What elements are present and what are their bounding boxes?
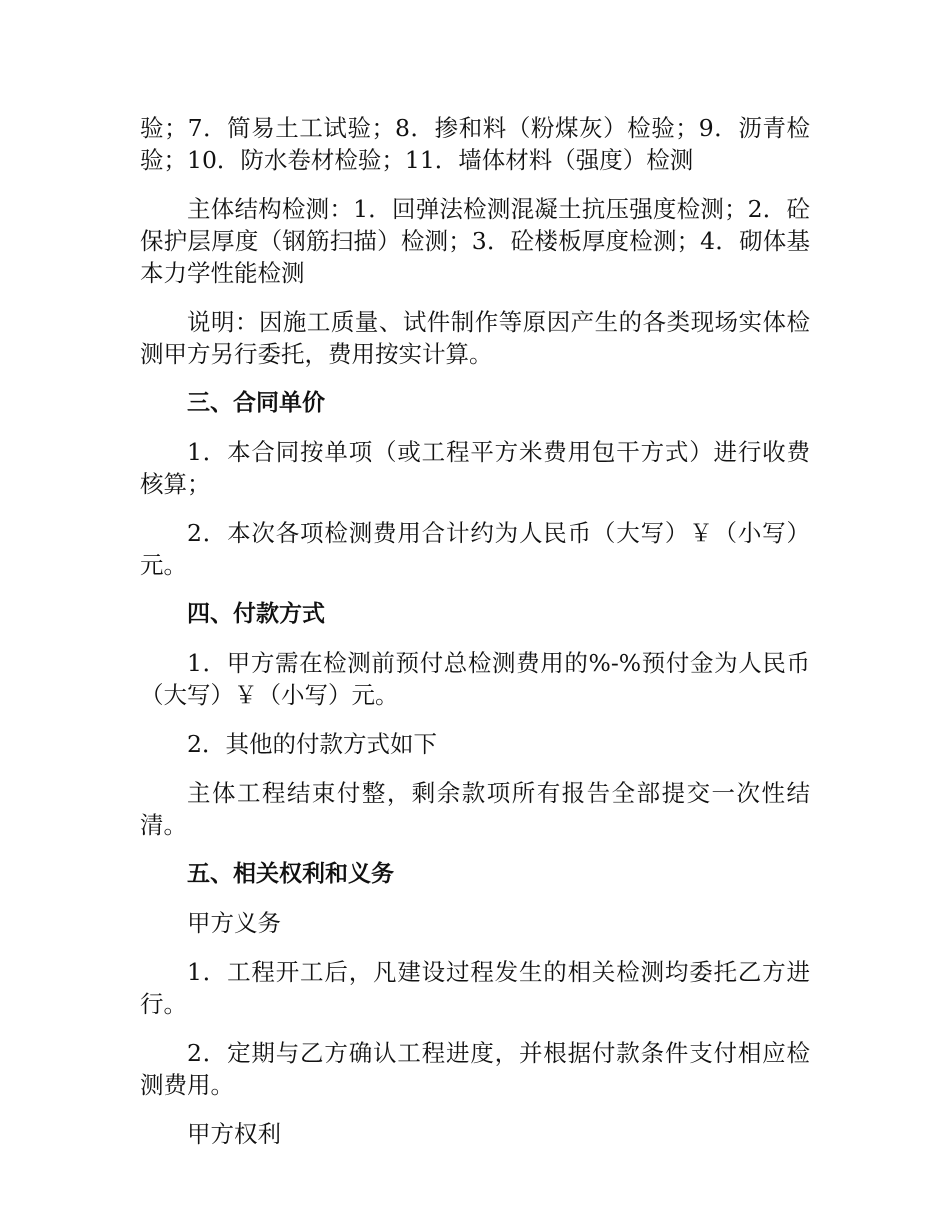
contract-price-item-1: 1．本合同按单项（或工程平方米费用包干方式）进行收费核算； — [140, 438, 810, 498]
party-a-duties-label: 甲方义务 — [187, 909, 281, 937]
document-page — [140, 112, 810, 1150]
test-items-continued: 验；7．简易土工试验；8．掺和料（粉煤灰）检验；9．沥青检验；10．防水卷材检验；11．墙体材料（强度）检测 — [140, 114, 810, 174]
section-heading-contract-price: 三、合同单价 — [187, 390, 325, 416]
party-a-rights-label: 甲方权利 — [187, 1120, 281, 1148]
payment-item-1: 1．甲方需在检测前预付总检测费用的%-%预付金为人民币（大写）￥（小写）元。 — [140, 649, 810, 709]
contract-price-item-2: 2．本次各项检测费用合计约为人民币（大写）￥（小写）元。 — [140, 519, 810, 579]
payment-detail: 主体工程结束付整，剩余款项所有报告全部提交一次性结清。 — [140, 779, 810, 839]
payment-item-2: 2．其他的付款方式如下 — [187, 730, 437, 758]
main-structure-tests: 主体结构检测：1．回弹法检测混凝土抗压强度检测；2．砼保护层厚度（钢筋扫描）检测；3．砼楼板厚度检测；4．砌体基本力学性能检测 — [140, 195, 810, 287]
section-heading-payment: 四、付款方式 — [187, 601, 325, 627]
party-a-duty-2: 2．定期与乙方确认工程进度，并根据付款条件支付相应检测费用。 — [140, 1039, 810, 1099]
party-a-duty-1: 1．工程开工后，凡建设过程发生的相关检测均委托乙方进行。 — [140, 958, 810, 1018]
note-paragraph: 说明：因施工质量、试件制作等原因产生的各类现场实体检测甲方另行委托，费用按实计算。 — [140, 308, 810, 368]
section-heading-rights-duties: 五、相关权利和义务 — [187, 861, 394, 887]
